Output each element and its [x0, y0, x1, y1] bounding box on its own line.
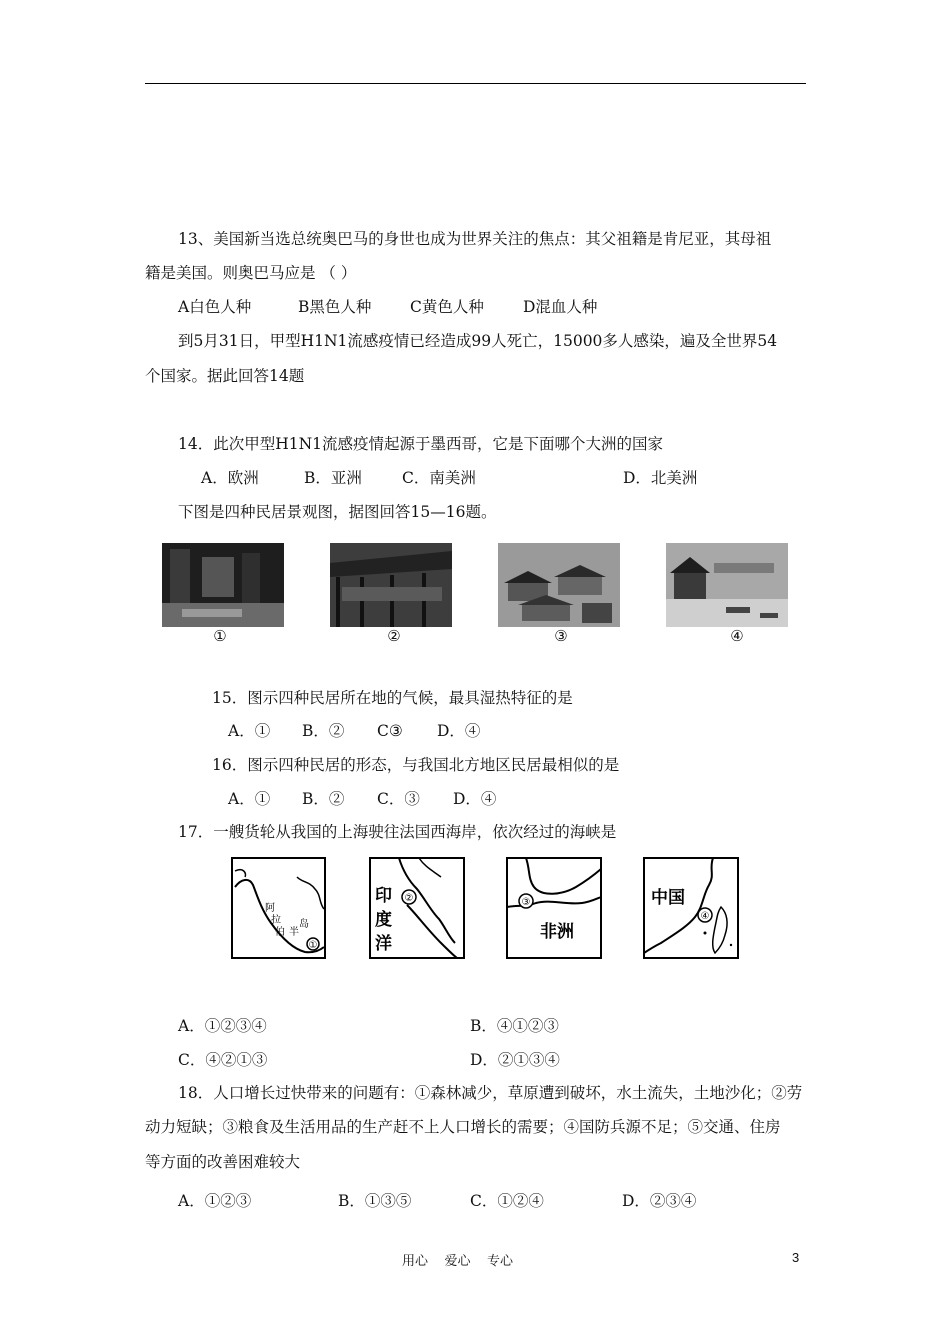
- q18-option-c: C．①②④: [470, 1192, 544, 1210]
- q16-option-d: D．④: [453, 790, 497, 808]
- q17-text: 17．一艘货轮从我国的上海驶往法国西海岸，依次经过的海峡是: [178, 823, 617, 841]
- q13-line1: 13、美国新当选总统奥巴马的身世也成为世界关注的焦点：其父祖籍是肯尼亚，其母祖: [178, 230, 772, 248]
- q18-option-b: B．①③⑤: [338, 1192, 412, 1210]
- q16-option-a: A．①: [228, 790, 271, 808]
- photo-label-3: ③: [554, 627, 568, 645]
- dwelling-photo-1: [162, 543, 284, 627]
- map3-label: 非洲: [540, 922, 574, 942]
- q15-text: 15．图示四种民居所在地的气候，最具湿热特征的是: [212, 689, 573, 707]
- q18-line3: 等方面的改善困难较大: [145, 1153, 301, 1171]
- q16-text: 16．图示四种民居的形态，与我国北方地区民居最相似的是: [212, 756, 620, 774]
- strait-map-3: [506, 857, 602, 959]
- q15-option-b: B．②: [302, 722, 345, 740]
- q14-option-c: C．南美洲: [402, 469, 476, 487]
- dwelling-photo-4: [666, 543, 788, 627]
- q17-option-d: D．②①③④: [470, 1051, 560, 1069]
- page-number: 3: [792, 1250, 800, 1265]
- map1-label-char-3: 伯: [275, 927, 285, 938]
- q17-option-a: A．①②③④: [178, 1017, 267, 1035]
- map1-label-char-1: 阿: [265, 903, 275, 914]
- photo-label-1: ①: [213, 627, 227, 645]
- intro15-text: 下图是四种民居景观图，据图回答15—16题。: [178, 503, 497, 521]
- q16-option-c: C．③: [377, 790, 420, 808]
- q13-option-d: D混血人种: [523, 298, 598, 316]
- strait-map-1: [231, 857, 326, 959]
- q16-option-b: B．②: [302, 790, 345, 808]
- map2-label-char-1: 印: [375, 886, 392, 906]
- map1-label-char-4: 半: [289, 927, 299, 938]
- q18-option-a: A．①②③: [178, 1192, 252, 1210]
- footer-motto: 用心 爱心 专心: [402, 1254, 514, 1269]
- photo-label-4: ④: [730, 627, 744, 645]
- map2-marker: ②: [404, 893, 414, 904]
- map1-marker: ①: [308, 940, 318, 951]
- intro14-line1: 到5月31日，甲型H1N1流感疫情已经造成99人死亡，15000多人感染，遍及全世界54: [178, 332, 778, 350]
- header-rule: [145, 83, 806, 84]
- strait-map-2: [369, 857, 465, 959]
- strait-map-4: [643, 857, 739, 959]
- q17-option-c: C．④②①③: [178, 1051, 268, 1069]
- q18-option-d: D．②③④: [622, 1192, 697, 1210]
- map1-label-char-5: 岛: [299, 919, 309, 930]
- q13-option-a: A白色人种: [178, 298, 252, 316]
- intro14-line2: 个国家。据此回答14题: [145, 367, 305, 385]
- dwelling-photo-2: [330, 543, 452, 627]
- map3-marker: ③: [521, 897, 531, 908]
- q13-option-c: C黄色人种: [410, 298, 484, 316]
- photo-label-2: ②: [387, 627, 401, 645]
- q13-option-b: B黑色人种: [298, 298, 372, 316]
- q18-line2: 动力短缺；③粮食及生活用品的生产赶不上人口增长的需要；④国防兵源不足；⑤交通、住房: [145, 1118, 781, 1136]
- q15-option-c: C③: [377, 722, 403, 740]
- q14-option-a: A．欧洲: [201, 469, 259, 487]
- q17-option-b: B．④①②③: [470, 1017, 559, 1035]
- map2-label-char-2: 度: [375, 910, 392, 930]
- q18-line1: 18．人口增长过快带来的问题有：①森林减少，草原遭到破坏，水土流失，土地沙化；②劳: [178, 1084, 803, 1102]
- q15-option-a: A．①: [228, 722, 271, 740]
- map4-marker: ④: [700, 911, 710, 922]
- map4-label: 中国: [651, 888, 685, 908]
- q14-option-d: D．北美洲: [623, 469, 698, 487]
- q14-option-b: B．亚洲: [304, 469, 362, 487]
- q15-option-d: D．④: [437, 722, 481, 740]
- map2-label-char-3: 洋: [375, 934, 392, 954]
- map1-label-char-2: 拉: [271, 915, 281, 926]
- dwelling-photo-3: [498, 543, 620, 627]
- q14-text: 14．此次甲型H1N1流感疫情起源于墨西哥，它是下面哪个大洲的国家: [178, 435, 664, 453]
- q13-line2: 籍是美国。则奥巴马应是 （ ）: [145, 264, 357, 282]
